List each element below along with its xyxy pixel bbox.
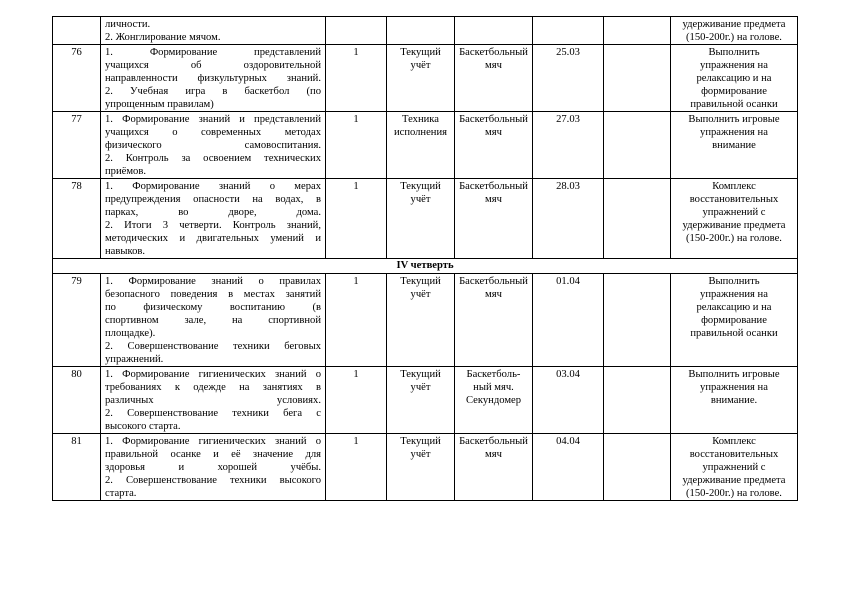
topic-line: 2. Жонглирование мячом. (105, 32, 221, 43)
homework-line: упражнений с (702, 207, 766, 218)
topic-line: физического самовоспитания. (105, 140, 321, 151)
topic-line: здоровья и хорошей учёбы. (105, 462, 321, 473)
planned-date: 04.04 (533, 434, 604, 501)
topic-line: парках, во дворе, дома. (105, 207, 321, 218)
lesson-hours: 1 (326, 45, 387, 112)
homework-line: (150-200г.) на голове. (686, 32, 782, 43)
equipment-line: Баскетбольный (459, 276, 528, 287)
control-type-line: учёт (410, 194, 431, 205)
control-type-line: Текущий (400, 369, 441, 380)
equipment-line: мяч (485, 449, 502, 460)
lesson-topic (101, 274, 326, 367)
lesson-number (53, 17, 101, 45)
equipment-line: мяч (485, 127, 502, 138)
topic-line: методических и двигательных умений и (105, 233, 321, 244)
control-type (387, 17, 455, 45)
topic-line: спортивном зале, на спортивной (105, 315, 321, 326)
control-type-line: Текущий (400, 276, 441, 287)
table-row (53, 179, 798, 259)
homework (671, 17, 798, 45)
control-type (387, 179, 455, 259)
table-row (53, 17, 798, 45)
homework-line: внимание. (710, 395, 758, 406)
homework-line: (150-200г.) на голове. (686, 488, 782, 499)
topic-line: упрощенным правилам) (105, 99, 214, 110)
planned-date: 27.03 (533, 112, 604, 179)
control-type (387, 434, 455, 501)
homework-line: формирование (701, 315, 767, 326)
control-type-line: учёт (410, 289, 431, 300)
homework (671, 179, 798, 259)
homework-line: упражнения на (700, 289, 768, 300)
equipment-line: Баскетболь- (466, 369, 521, 380)
topic-line: высокого старта. (105, 421, 181, 432)
topic-line: 1. Формирование знаний о мерах (105, 181, 321, 192)
actual-date (604, 274, 671, 367)
lesson-number: 81 (53, 434, 101, 501)
homework-line: восстановительных (689, 449, 779, 460)
homework-line: удерживание предмета (682, 220, 786, 231)
rows-fourth-quarter (53, 274, 798, 501)
lesson-hours (326, 17, 387, 45)
homework-line: (150-200г.) на голове. (686, 233, 782, 244)
homework-line: Комплекс (712, 181, 756, 192)
equipment-line: ный мяч. (473, 382, 514, 393)
homework-line: удерживание предмета (682, 475, 786, 486)
topic-line: 1. Формирование знаний и представлений (105, 114, 321, 125)
equipment-line: Баскетбольный (459, 436, 528, 447)
lesson-topic (101, 17, 326, 45)
topic-line: площадке). (105, 328, 156, 339)
lesson-hours: 1 (326, 179, 387, 259)
topic-line: различных условиях. (105, 395, 321, 406)
topic-line: старта. (105, 488, 137, 499)
control-type-line: исполнения (393, 127, 448, 138)
homework-line: релаксацию и на (696, 73, 772, 84)
homework-line: удерживание предмета (682, 19, 786, 30)
topic-line: упражнений. (105, 354, 164, 365)
topic-line: предупреждения опасности на водах, в (105, 194, 321, 205)
topic-line: требованиях к одежде на занятиях в (105, 382, 321, 393)
control-type (387, 45, 455, 112)
table-row (53, 274, 798, 367)
lesson-topic (101, 112, 326, 179)
equipment-line: мяч (485, 194, 502, 205)
table-row (53, 45, 798, 112)
lesson-hours: 1 (326, 274, 387, 367)
homework (671, 274, 798, 367)
homework (671, 112, 798, 179)
homework-line: правильной осанки (690, 99, 778, 110)
rows-third-quarter (53, 17, 798, 259)
topic-line: 2. Совершенствование техники беговых (105, 341, 321, 352)
homework-line: упражнения на (700, 60, 768, 71)
equipment-line: Баскетбольный (459, 181, 528, 192)
equipment (455, 434, 533, 501)
equipment (455, 17, 533, 45)
topic-line: учащихся об оздоровительной (105, 60, 321, 71)
equipment (455, 367, 533, 434)
homework (671, 367, 798, 434)
equipment-line: мяч (485, 289, 502, 300)
lesson-plan-table (52, 16, 798, 501)
equipment-line: Баскетбольный (459, 114, 528, 125)
control-type-line: учёт (410, 60, 431, 71)
lesson-topic (101, 45, 326, 112)
control-type-line: учёт (410, 382, 431, 393)
table-row (53, 367, 798, 434)
planned-date: 28.03 (533, 179, 604, 259)
lesson-hours: 1 (326, 367, 387, 434)
lesson-plan-page (52, 16, 797, 501)
control-type (387, 274, 455, 367)
table-row (53, 112, 798, 179)
control-type-line: Техника (402, 114, 439, 125)
homework-line: Выполнить игровые (688, 114, 780, 125)
homework-line: правильной осанки (690, 328, 778, 339)
planned-date: 25.03 (533, 45, 604, 112)
lesson-topic (101, 179, 326, 259)
control-type-line: учёт (410, 449, 431, 460)
topic-line: 2. Учебная игра в баскетбол (по (105, 86, 321, 97)
topic-line: направленности физкультурных знаний. (105, 73, 321, 84)
actual-date (604, 179, 671, 259)
homework (671, 45, 798, 112)
topic-line: 2. Совершенствование техники высокого (105, 475, 321, 486)
lesson-topic (101, 434, 326, 501)
lesson-number: 77 (53, 112, 101, 179)
topic-line: приёмов. (105, 166, 146, 177)
homework-line: внимание (712, 140, 756, 151)
lesson-number: 78 (53, 179, 101, 259)
control-type-line: Текущий (400, 181, 441, 192)
equipment (455, 45, 533, 112)
actual-date (604, 434, 671, 501)
homework-line: восстановительных (689, 194, 779, 205)
control-type-line: Текущий (400, 436, 441, 447)
homework-line: Выполнить (708, 47, 760, 58)
homework-line: упражнений с (702, 462, 766, 473)
lesson-number: 76 (53, 45, 101, 112)
equipment-line: мяч (485, 60, 502, 71)
quarter-label: IV четверть (53, 259, 798, 274)
lesson-number: 79 (53, 274, 101, 367)
equipment (455, 112, 533, 179)
topic-line: 2. Контроль за освоением технических (105, 153, 321, 164)
topic-line: безопасного поведения в местах занятий (105, 289, 321, 300)
actual-date (604, 45, 671, 112)
control-type (387, 112, 455, 179)
control-type (387, 367, 455, 434)
quarter-row (53, 259, 798, 274)
topic-line: по физическому воспитанию (в (105, 302, 321, 313)
topic-line: 1. Формирование гигиенических знаний о (105, 369, 321, 380)
equipment (455, 179, 533, 259)
topic-line: правильной осанке и её значение для (105, 449, 321, 460)
planned-date: 01.04 (533, 274, 604, 367)
topic-line: 1. Формирование гигиенических знаний о (105, 436, 321, 447)
quarter-divider (53, 259, 798, 274)
lesson-number: 80 (53, 367, 101, 434)
homework-line: Выполнить (708, 276, 760, 287)
homework-line: Выполнить игровые (688, 369, 780, 380)
actual-date (604, 367, 671, 434)
topic-line: 2. Итоги 3 четверти. Контроль знаний, (105, 220, 321, 231)
lesson-hours: 1 (326, 112, 387, 179)
control-type-line: Текущий (400, 47, 441, 58)
equipment-line: Секундомер (465, 395, 522, 406)
homework-line: Комплекс (712, 436, 756, 447)
topic-line: 1. Формирование представлений (105, 47, 321, 58)
topic-line: навыков. (105, 246, 146, 257)
homework (671, 434, 798, 501)
planned-date: 03.04 (533, 367, 604, 434)
lesson-hours: 1 (326, 434, 387, 501)
topic-line: личности. (105, 19, 151, 30)
topic-line: 1. Формирование знаний о правилах (105, 276, 321, 287)
actual-date (604, 112, 671, 179)
table-row (53, 434, 798, 501)
planned-date (533, 17, 604, 45)
homework-line: формирование (701, 86, 767, 97)
lesson-topic (101, 367, 326, 434)
actual-date (604, 17, 671, 45)
equipment-line: Баскетбольный (459, 47, 528, 58)
homework-line: релаксацию и на (696, 302, 772, 313)
homework-line: упражнения на (700, 127, 768, 138)
topic-line: 2. Совершенствование техники бега с (105, 408, 321, 419)
homework-line: упражнения на (700, 382, 768, 393)
equipment (455, 274, 533, 367)
topic-line: учащихся о современных методах (105, 127, 321, 138)
